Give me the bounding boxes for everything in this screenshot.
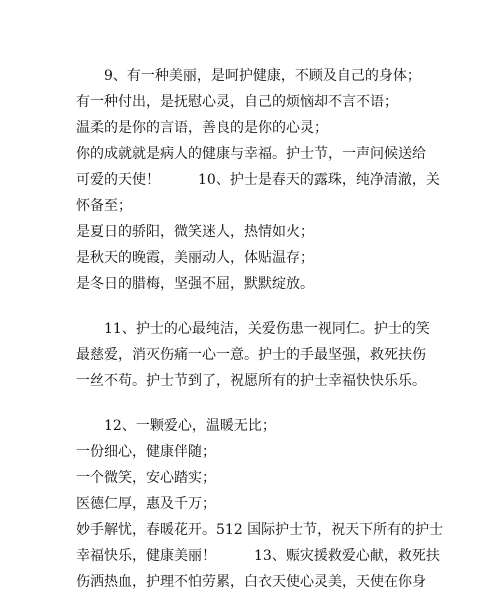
paragraph-10-line-2: 怀备至；	[76, 198, 132, 214]
paragraph-9-line-5-text: 可爱的天使！	[76, 172, 160, 188]
paragraph-10-line-1: 10、护士是春天的露珠，纯净清澈，关	[198, 172, 440, 188]
paragraph-12-line-5: 妙手解忧，春暖花开。512 国际护士节，祝天下所有的护士	[76, 522, 444, 538]
paragraph-12-line-1: 12、一颗爱心，温暖无比；	[104, 418, 276, 434]
paragraph-10-line-5: 是冬日的腊梅，坚强不屈，默默绽放。	[76, 276, 314, 292]
paragraph-12-line-3: 一个微笑，安心踏实；	[76, 470, 216, 486]
paragraph-9-line-4: 你的成就就是病人的健康与幸福。护士节，一声问候送给	[76, 146, 426, 162]
paragraph-13-line-2: 伤洒热血，护理不怕劳累，白衣天使心灵美，天使在你身	[76, 574, 426, 590]
paragraph-11-line-1: 11、护士的心最纯洁，关爱伤患一视同仁。护士的笑	[104, 321, 430, 337]
paragraph-12-line-4: 医德仁厚，惠及千万；	[76, 496, 216, 512]
paragraph-10-line-3: 是夏日的骄阳，微笑迷人，热情如火；	[76, 224, 314, 240]
document-body	[76, 63, 444, 595]
paragraph-12-line-6-text: 幸福快乐，健康美丽！	[76, 548, 216, 564]
paragraph-9-line-1: 9、有一种美丽，是呵护健康，不顾及自己的身体；	[104, 68, 421, 84]
paragraph-9-line-3: 温柔的是你的言语，善良的是你的心灵；	[76, 120, 328, 136]
paragraph-12-line-6	[76, 543, 440, 569]
paragraph-11-line-3: 一丝不苟。护士节到了，祝愿所有的护士幸福快快乐乐。	[76, 373, 426, 389]
paragraph-13-line-1: 13、赈灾援救爱心献，救死扶	[254, 548, 440, 564]
paragraph-9-line-5	[76, 167, 440, 193]
paragraph-11-line-2: 最慈爱，消灭伤痛一心一意。护士的手最坚强，救死扶伤	[76, 347, 426, 363]
paragraph-9-line-2: 有一种付出，是抚慰心灵，自己的烦恼却不言不语；	[76, 94, 398, 110]
paragraph-10-line-4: 是秋天的晚霞，美丽动人，体贴温存；	[76, 250, 314, 266]
paragraph-12-line-2: 一份细心，健康伴随；	[76, 444, 216, 460]
